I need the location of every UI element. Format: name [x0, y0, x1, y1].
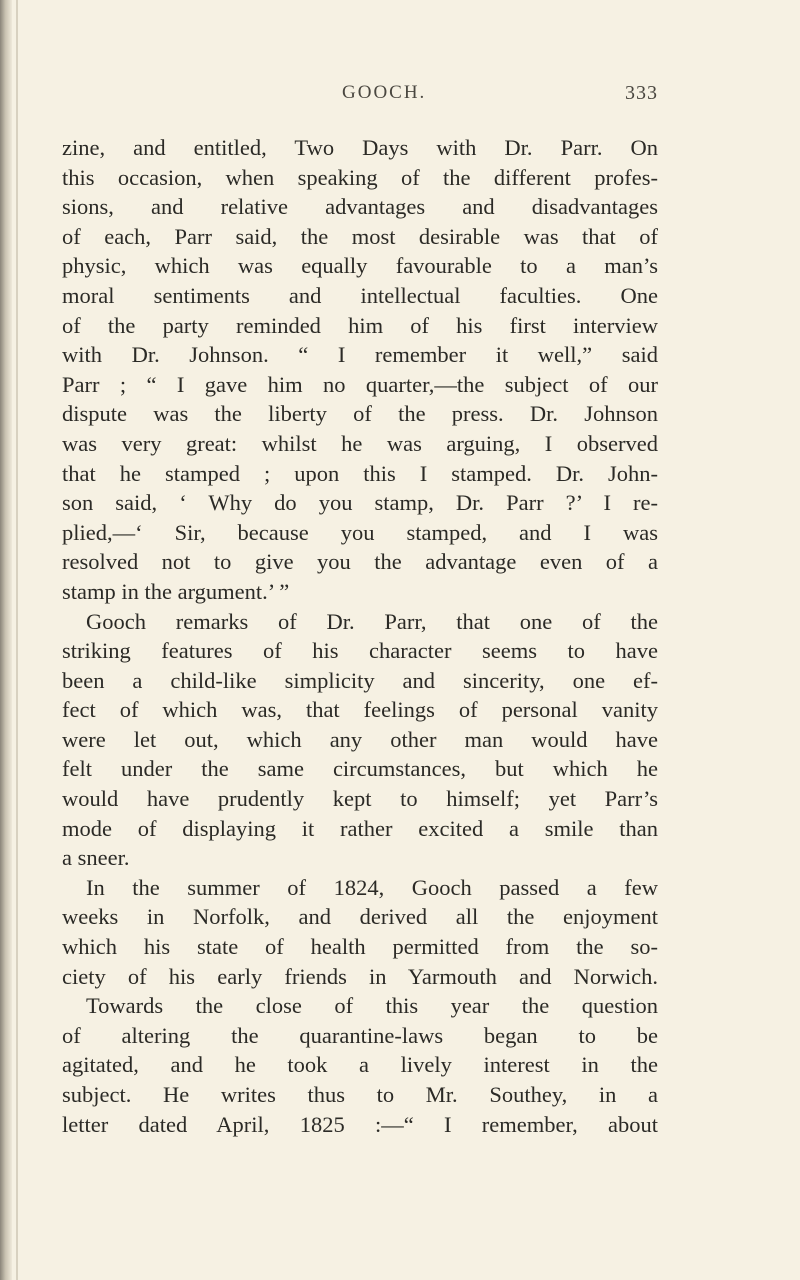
- text-line: son said, ‘ Why do you stamp, Dr. Parr ?’ I re-: [62, 490, 658, 516]
- text-line: of altering the quarantine-laws began to be: [62, 1022, 658, 1048]
- text-line: letter dated April, 1825 :—“ I remember, about: [62, 1111, 658, 1137]
- text-line: stamp in the argument.’ ”: [62, 578, 290, 604]
- page-number: 333: [625, 82, 658, 104]
- text-line: would have prudently kept to himself; yet Parr’s: [62, 786, 658, 812]
- text-line: this occasion, when speaking of the different profes-: [62, 164, 658, 190]
- text-line: fect of which was, that feelings of personal vanity: [62, 697, 658, 723]
- text-line: physic, which was equally favourable to a man’s: [62, 253, 658, 279]
- page-binding-edge: [0, 0, 12, 1280]
- text-line: striking features of his character seems to have: [62, 638, 658, 664]
- text-line: was very great: whilst he was arguing, I observed: [62, 430, 658, 456]
- page-header: [62, 82, 658, 112]
- text-line: Parr ; “ I gave him no quarter,—the subject of our: [62, 371, 658, 397]
- body-text: [62, 133, 658, 1139]
- text-line: ciety of his early friends in Yarmouth and Norwich.: [62, 963, 658, 989]
- text-line: dispute was the liberty of the press. Dr. Johnson: [62, 401, 658, 427]
- text-line: that he stamped ; upon this I stamped. Dr. John-: [62, 460, 658, 486]
- text-line: moral sentiments and intellectual faculties. One: [62, 282, 658, 308]
- text-line: of each, Parr said, the most desirable was that of: [62, 223, 658, 249]
- gutter-shadow: [16, 0, 18, 1280]
- text-line: resolved not to give you the advantage even of a: [62, 549, 658, 575]
- text-line: with Dr. Johnson. “ I remember it well,” said: [62, 342, 658, 368]
- text-line: which his state of health permitted from the so-: [62, 934, 658, 960]
- text-line: subject. He writes thus to Mr. Southey, in a: [62, 1082, 658, 1107]
- text-line: Towards the close of this year the question: [86, 993, 658, 1019]
- text-line: of the party reminded him of his first interview: [62, 312, 658, 338]
- text-line: plied,—‘ Sir, because you stamped, and I was: [62, 519, 658, 545]
- running-head: GOOCH.: [342, 82, 427, 103]
- text-line: felt under the same circumstances, but which he: [62, 756, 658, 782]
- text-line: a sneer.: [62, 845, 130, 871]
- text-line: zine, and entitled, Two Days with Dr. Parr. On: [62, 135, 658, 160]
- text-line: agitated, and he took a lively interest in the: [62, 1052, 658, 1078]
- text-line: Gooch remarks of Dr. Parr, that one of the: [86, 608, 658, 634]
- text-line: sions, and relative advantages and disadvantages: [62, 194, 658, 220]
- text-line: were let out, which any other man would have: [62, 726, 658, 752]
- text-line: mode of displaying it rather excited a smile than: [62, 815, 658, 841]
- text-line: In the summer of 1824, Gooch passed a few: [86, 874, 658, 900]
- text-line: weeks in Norfolk, and derived all the enjoyment: [62, 904, 658, 930]
- text-line: been a child-like simplicity and sincerity, one ef-: [62, 667, 658, 693]
